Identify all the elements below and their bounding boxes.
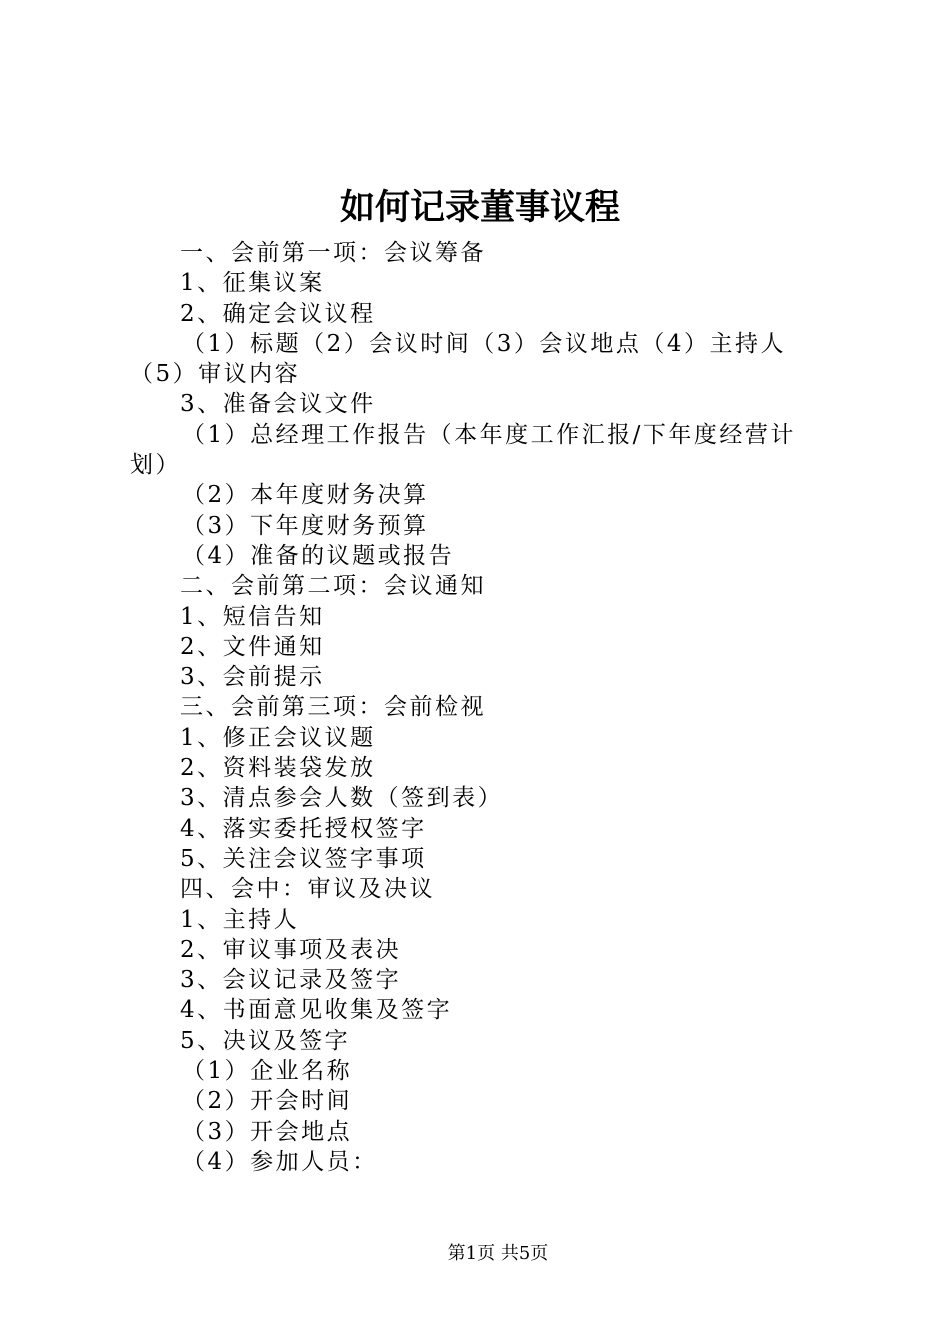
section-heading: 三、会前第三项：会前检视 <box>180 694 486 721</box>
list-item: 4、落实委托授权签字 <box>180 815 427 842</box>
list-item: （1）标题（2）会议时间（3）会议地点（4）主持人（5）审议内容 <box>130 330 787 388</box>
list-item: （3）开会地点 <box>182 1118 353 1145</box>
list-item: （2）本年度财务决算 <box>182 482 429 509</box>
section-heading: 一、会前第一项：会议筹备 <box>180 240 486 266</box>
page-footer: 第1页 共5页 <box>447 1243 549 1264</box>
document-body <box>130 238 830 1177</box>
list-item: 5、决议及签字 <box>180 1027 351 1054</box>
list-item: 2、确定会议议程 <box>180 300 376 327</box>
list-item: 5、关注会议签字事项 <box>180 845 427 872</box>
list-item: 3、会议记录及签字 <box>180 967 402 994</box>
list-item: 3、清点参会人数（签到表） <box>180 785 504 812</box>
list-item: （3）下年度财务预算 <box>182 512 429 539</box>
list-item: （4）准备的议题或报告 <box>182 542 455 569</box>
section-heading: 四、会中：审议及决议 <box>180 876 435 903</box>
list-item: 2、审议事项及表决 <box>180 936 402 963</box>
list-item: （2）开会时间 <box>182 1088 353 1115</box>
section-heading: 二、会前第二项：会议通知 <box>180 573 486 600</box>
list-item: 2、资料装袋发放 <box>180 755 376 782</box>
list-item: （4）参加人员： <box>182 1148 378 1175</box>
list-item: 1、短信告知 <box>180 603 325 630</box>
list-item: （1）总经理工作报告（本年度工作汇报/下年度经营计划） <box>130 421 796 479</box>
list-item: 4、书面意见收集及签字 <box>180 997 453 1024</box>
list-item: 3、准备会议文件 <box>180 391 376 418</box>
list-item: 3、会前提示 <box>180 664 325 691</box>
list-item: 1、修正会议议题 <box>180 724 376 751</box>
list-item: 1、征集议案 <box>180 270 325 297</box>
list-item: （1）企业名称 <box>182 1058 353 1085</box>
list-item: 1、主持人 <box>180 906 300 933</box>
document-title: 如何记录董事议程 <box>339 187 620 228</box>
list-item: 2、文件通知 <box>180 633 325 660</box>
